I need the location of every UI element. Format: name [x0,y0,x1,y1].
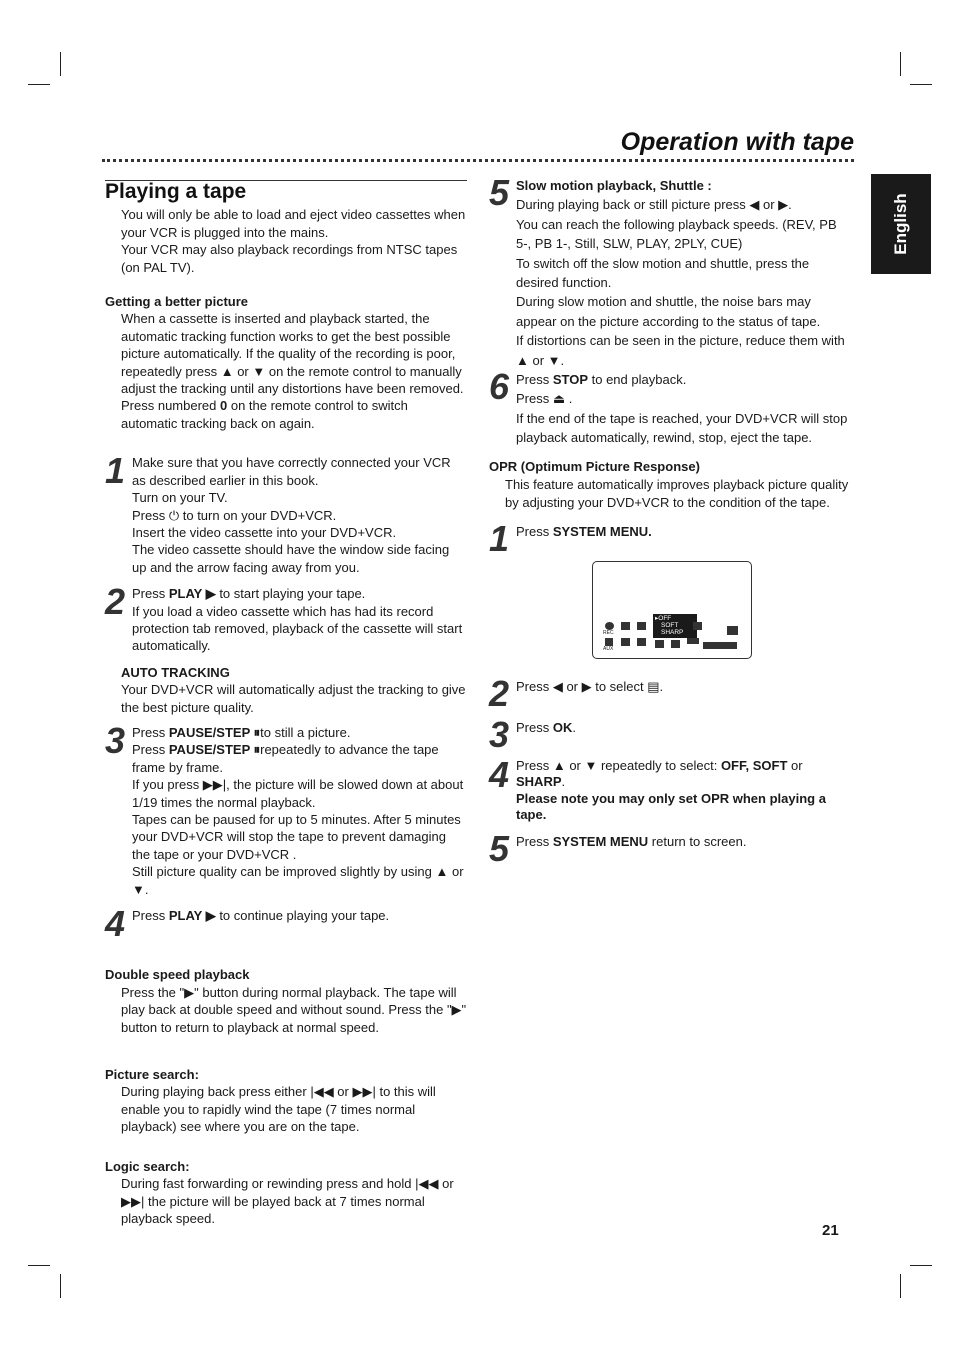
navigation-icons [703,642,737,649]
step-text: If you press ▶▶|, the picture will be slowed down at about 1/19 times the normal playback. [132,777,464,810]
link-icon [655,640,664,648]
eye-icon [687,638,699,644]
menu-option-soft: SOFT [661,622,679,630]
crop-mark [60,52,61,76]
record-icon [605,622,614,630]
paragraph: Press numbered 0 on the remote control to switch automatic tracking back on again. [121,398,408,431]
tv-icon [671,640,680,648]
paragraph: During playing back press either |◀◀ or ▶▶| to this will enable you to rapidly wind the tape (7 times normal playback) see where you are on the tape. [121,1084,436,1135]
subheading: OPR (Optimum Picture Response) [489,458,700,474]
step-text: Press STOP to end playback. [516,372,687,388]
step-text: If you load a video cassette which has had its record protection tab removed, playback of the cassette will start automatically. [132,603,463,654]
step-text: Press SYSTEM MENU return to screen. [516,833,747,849]
step-5 [489,172,851,370]
subheading: Picture search: [105,1067,199,1083]
step-3 [105,719,467,898]
crop-mark [910,1265,932,1266]
crop-mark [900,1274,901,1298]
step-text: Press PLAY ▶ to start playing your tape. [132,586,366,602]
step-text: Still picture quality can be improved slightly by using ▲ or ▼. [132,864,464,897]
subheading: Logic search: [105,1158,190,1174]
step-text: Make sure that you have correctly connected your VCR as described earlier in this book. [132,455,451,488]
subheading: AUTO TRACKING [121,664,230,680]
opr-step-2 [489,673,851,715]
intro-paragraph: You will only be able to load and eject video cassettes when your VCR is plugged into the mains. [121,207,466,240]
paragraph: When a cassette is inserted and playback started, the automatic tracking function works to get the best possible picture automatically. If the quality of the recording is poor, repeatedly press ▲ or ▼ on the remote control to manually adjust the tracking until any distortions have been removed. [121,311,464,397]
paragraph: This feature automatically improves playback picture quality by adjusting your DVD+VCR to the condition of the tape. [505,476,849,510]
step-text: During playing back or still picture press ◀ or ▶. [516,197,792,213]
opr-step-1 [489,517,851,559]
step-text: If distortions can be seen in the picture, reduce them with ▲ or ▼. [516,333,845,368]
picture-icon [637,638,646,646]
paragraph: Press the "▶" button during normal playback. The tape will play back at double speed and without sound. Press the "▶" button to return to playback at normal speed. [121,984,467,1035]
step-text: To switch off the slow motion and shuttle, press the desired function. [516,255,810,291]
step-text: Press ▲ or ▼ repeatedly to select: OFF, SOFT or SHARP. [516,757,803,790]
step-number: 3 [489,713,510,755]
right-column [489,172,851,869]
crop-mark [900,52,901,76]
step-number: 3 [105,719,126,761]
step-text: During slow motion and shuttle, the noise bars may appear on the picture according to the status of tape. [516,294,821,329]
page-header-title: Operation with tape [620,128,854,156]
language-label: English [891,193,910,255]
opr-step-3 [489,713,851,755]
step-6 [489,366,851,448]
paragraph: During fast forwarding or rewinding press and hold |◀◀ or ▶▶| the picture will be played back at 7 times normal playback speed. [121,1176,454,1226]
aux-label: AUX [603,646,614,653]
crop-mark [910,84,932,85]
step-number: 4 [489,753,510,795]
crop-mark [28,1265,50,1266]
opr-step-4 [489,753,851,824]
step-title: Slow motion playback, Shuttle : [516,178,712,193]
left-column [105,180,467,1227]
step-text: Tapes can be paused for up to 5 minutes. After 5 minutes your DVD+VCR will stop the tape to prevent damaging the tape or your DVD+VCR . [132,812,461,862]
header-dotted-rule [102,159,854,162]
step-number: 4 [105,903,126,945]
step-text: Press ⏏ . [516,391,573,407]
opr-icon [693,622,702,630]
opr-icon [727,626,738,635]
paragraph: Your DVD+VCR will automatically adjust the tracking to give the best picture quality. [121,682,466,715]
step-text: Press SYSTEM MENU. [516,523,652,539]
step-2 [105,581,467,655]
crop-mark [60,1274,61,1298]
subheading: Getting a better picture [105,294,249,310]
opr-menu [653,614,697,638]
step-number: 1 [489,517,510,559]
step-text: Turn on your TV. [132,490,228,506]
step-text: Press PLAY ▶ to continue playing your tape. [132,908,390,924]
step-text: If the end of the tape is reached, your DVD+VCR will stop playback automatically, rewind, stop, eject the tape. [516,410,848,446]
menu-option-off: ▸OFF [655,615,672,623]
step-text: The video cassette should have the window side facing up and the arrow facing away from you. [132,542,450,575]
step-text: Press ◀ or ▶ to select ▤. [516,679,664,695]
clock-icon [621,622,630,630]
step-text: Insert the video cassette into your DVD+VCR. [132,524,397,540]
step-text: Press PAUSE/STEP ⏸repeatedly to advance the tape frame by frame. [132,742,439,775]
step-number: 2 [489,673,510,715]
language-tab [871,174,931,274]
rec-label: REC [603,630,614,637]
intro-paragraph: Your VCR may also playback recordings from NTSC tapes (on PAL TV). [121,242,458,275]
step-number: 1 [105,450,126,492]
step-text: Press ⏻ to turn on your DVD+VCR. [132,507,337,523]
step-4 [105,903,467,945]
menu-option-sharp: SHARP [661,629,684,637]
subheading: Double speed playback [105,967,250,983]
step-1 [105,450,467,576]
step-note: Please note you may only set OPR when playing a tape. [516,790,826,823]
opr-step-5 [489,827,851,869]
tv-screen-illustration [592,561,752,659]
channel-icon [621,638,630,646]
step-number: 6 [489,366,510,408]
crop-mark [28,84,50,85]
page-number: 21 [822,1222,839,1239]
step-number: 5 [489,172,510,213]
step-number: 5 [489,827,510,869]
step-text: You can reach the following playback speeds. (REV, PB 5-, PB 1-, Still, SLW, PLAY, 2PLY, CUE) [516,216,837,252]
settings-icon [605,638,613,646]
step-text: Press PAUSE/STEP ⏸to still a picture. [132,724,351,740]
step-number: 2 [105,581,126,623]
tape-icon [637,622,646,630]
section-title: Playing a tape [105,180,467,200]
step-text: Press OK. [516,719,576,735]
